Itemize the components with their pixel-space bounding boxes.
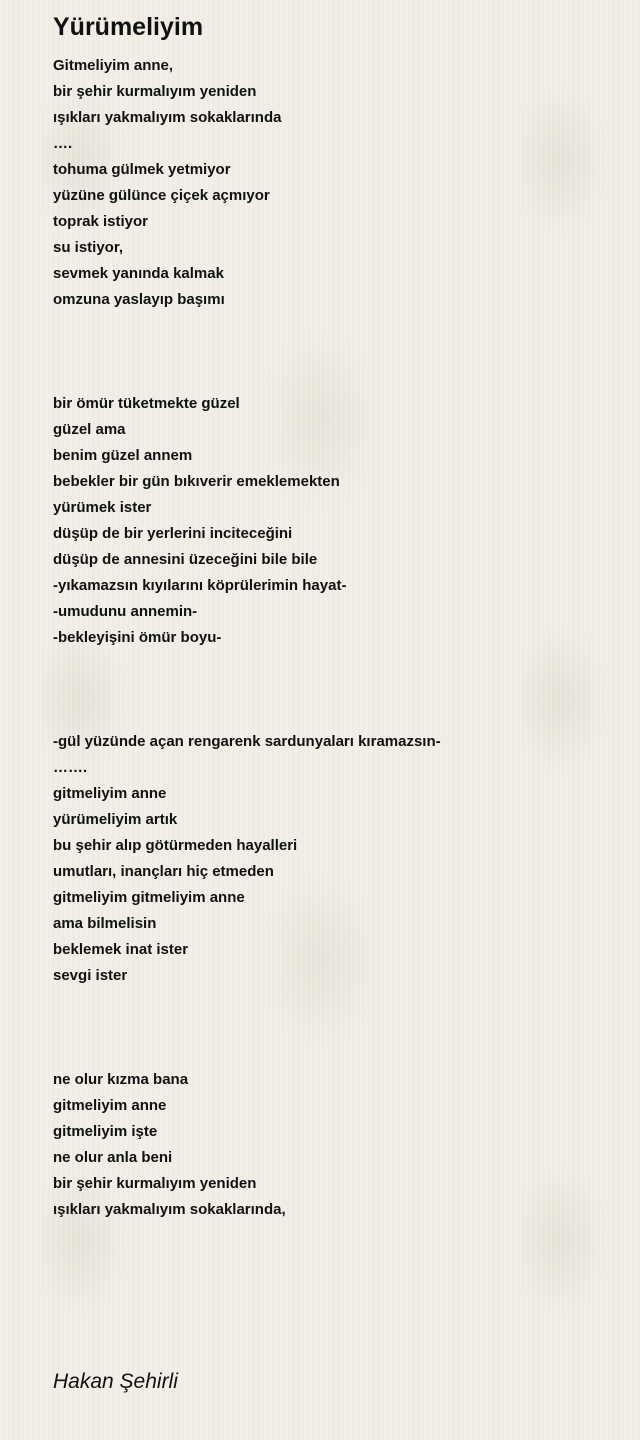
poem-line: omzuna yaslayıp başımı bbox=[53, 291, 225, 308]
poem-line: …. bbox=[53, 135, 73, 152]
poem-line: -gül yüzünde açan rengarenk sardunyaları kıramazsın- bbox=[53, 733, 441, 750]
poem-line: yüzüne gülünce çiçek açmıyor bbox=[53, 187, 270, 204]
poem-line: umutları, inançları hiç etmeden bbox=[53, 863, 274, 880]
poem-line: ama bilmelisin bbox=[53, 915, 157, 932]
poem-author: Hakan Şehirli bbox=[53, 1370, 178, 1393]
poem-line: gitmeliyim anne bbox=[53, 1097, 167, 1114]
poem-stanza bbox=[53, 729, 613, 989]
poem-line: bir şehir kurmalıyım yeniden bbox=[53, 1175, 257, 1192]
poem-title: Yürümeliyim bbox=[53, 13, 204, 41]
poem-body bbox=[53, 53, 613, 1223]
poem-line: ……. bbox=[53, 759, 88, 776]
poem-line: ne olur anla beni bbox=[53, 1149, 173, 1166]
poem-line: -yıkamazsın kıyılarını köprülerimin hayat- bbox=[53, 577, 347, 594]
poem-line: Gitmeliyim anne, bbox=[53, 57, 174, 74]
poem-page bbox=[53, 10, 613, 1393]
poem-stanza bbox=[53, 1067, 613, 1223]
poem-stanza bbox=[53, 391, 613, 651]
poem-line: bir şehir kurmalıyım yeniden bbox=[53, 83, 257, 100]
poem-line: güzel ama bbox=[53, 421, 126, 438]
poem-line: bir ömür tüketmekte güzel bbox=[53, 395, 240, 412]
poem-line: -bekleyişini ömür boyu- bbox=[53, 629, 222, 646]
poem-line: yürümek ister bbox=[53, 499, 152, 516]
poem-line: ne olur kızma bana bbox=[53, 1071, 189, 1088]
poem-stanza bbox=[53, 53, 613, 313]
poem-line: su istiyor, bbox=[53, 239, 124, 256]
poem-line: sevmek yanında kalmak bbox=[53, 265, 224, 282]
poem-line: toprak istiyor bbox=[53, 213, 149, 230]
poem-line: düşüp de bir yerlerini inciteceğini bbox=[53, 525, 293, 542]
poem-line: ışıkları yakmalıyım sokaklarında bbox=[53, 109, 282, 126]
poem-line: gitmeliyim gitmeliyim anne bbox=[53, 889, 245, 906]
poem-line: bu şehir alıp götürmeden hayalleri bbox=[53, 837, 298, 854]
poem-line: yürümeliyim artık bbox=[53, 811, 178, 828]
poem-line: gitmeliyim işte bbox=[53, 1123, 158, 1140]
poem-line: tohuma gülmek yetmiyor bbox=[53, 161, 231, 178]
poem-line: ışıkları yakmalıyım sokaklarında, bbox=[53, 1201, 286, 1218]
poem-line: -umudunu annemin- bbox=[53, 603, 198, 620]
poem-line: benim güzel annem bbox=[53, 447, 193, 464]
poem-line: gitmeliyim anne bbox=[53, 785, 167, 802]
poem-line: bebekler bir gün bıkıverir emeklemekten bbox=[53, 473, 340, 490]
poem-line: düşüp de annesini üzeceğini bile bile bbox=[53, 551, 318, 568]
poem-line: beklemek inat ister bbox=[53, 941, 189, 958]
poem-line: sevgi ister bbox=[53, 967, 128, 984]
